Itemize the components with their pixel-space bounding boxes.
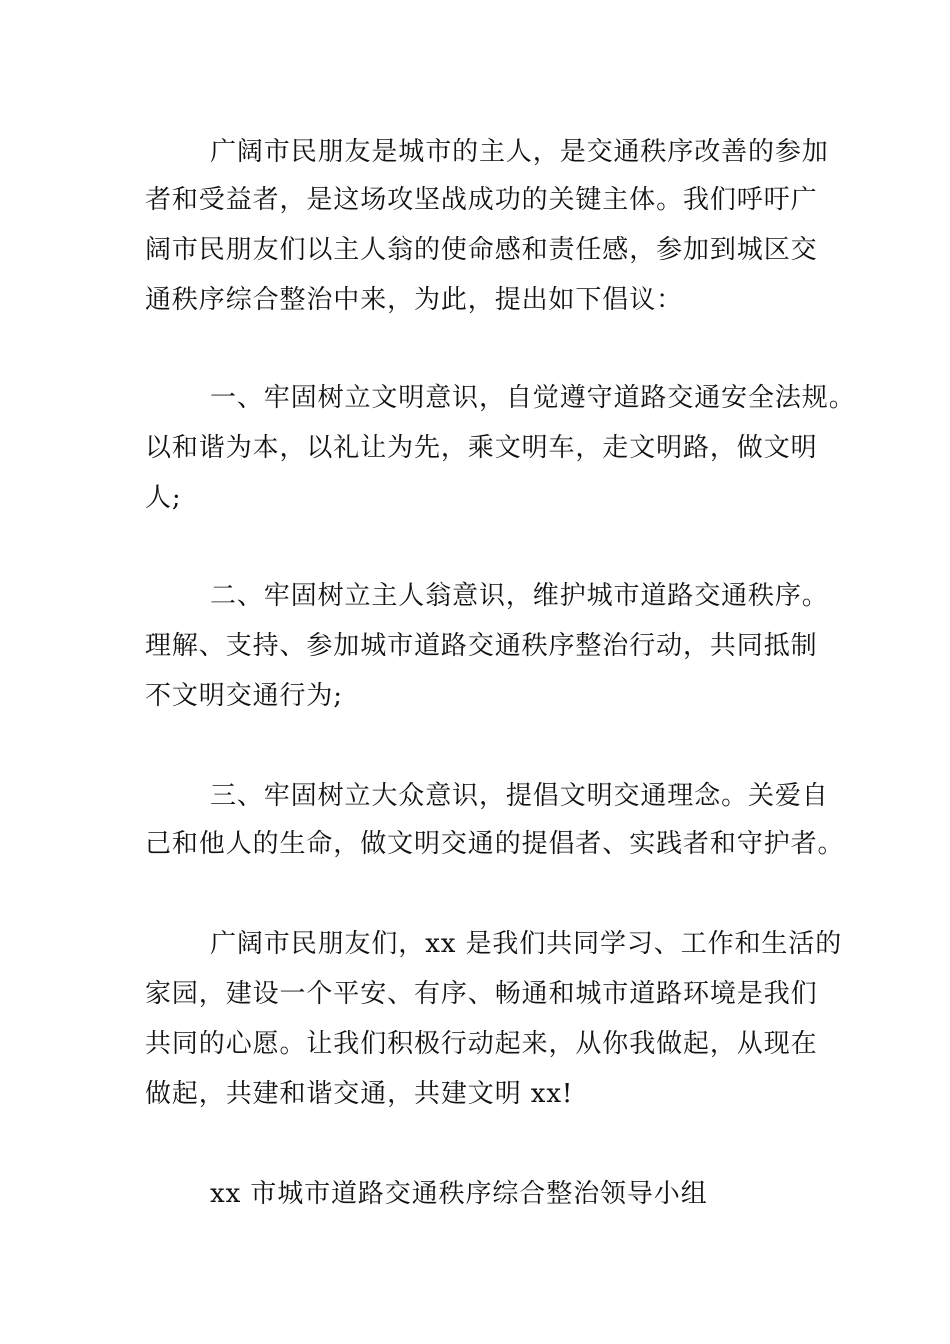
paragraph-line: 共同的心愿。让我们积极行动起来，从你我做起，从现在 bbox=[145, 1029, 818, 1059]
paragraph-line: 理解、支持、参加城市道路交通秩序整治行动，共同抵制 bbox=[145, 631, 818, 661]
paragraph-line: 者和受益者，是这场攻坚战成功的关键主体。我们呼吁广 bbox=[145, 185, 818, 215]
paragraph-line: 广阔市民朋友是城市的主人，是交通秩序改善的参加 bbox=[210, 137, 829, 167]
paragraph-line: 一、牢固树立文明意识，自觉遵守道路交通安全法规。 bbox=[210, 383, 856, 413]
paragraph-line: 广阔市民朋友们，xx 是我们共同学习、工作和生活的 bbox=[210, 929, 843, 959]
paragraph-line: 通秩序综合整治中来，为此，提出如下倡议： bbox=[145, 285, 684, 315]
paragraph-line: 阔市民朋友们以主人翁的使命感和责任感，参加到城区交 bbox=[145, 235, 818, 265]
paragraph-line: 三、牢固树立大众意识，提倡文明交通理念。关爱自 bbox=[210, 781, 829, 811]
paragraph-line: 不文明交通行为; bbox=[145, 681, 343, 711]
paragraph-line: 二、牢固树立主人翁意识，维护城市道路交通秩序。 bbox=[210, 581, 829, 611]
signature: xx 市城市道路交通秩序综合整治领导小组 bbox=[210, 1179, 708, 1209]
paragraph-line: 做起，共建和谐交通，共建文明 xx! bbox=[145, 1079, 574, 1109]
paragraph-line: 人; bbox=[145, 483, 182, 513]
paragraph-line: 己和他人的生命，做文明交通的提倡者、实践者和守护者。 bbox=[145, 829, 845, 859]
paragraph-line: 以和谐为本，以礼让为先，乘文明车，走文明路，做文明 bbox=[145, 433, 818, 463]
paragraph-line: 家园，建设一个平安、有序、畅通和城市道路环境是我们 bbox=[145, 979, 818, 1009]
